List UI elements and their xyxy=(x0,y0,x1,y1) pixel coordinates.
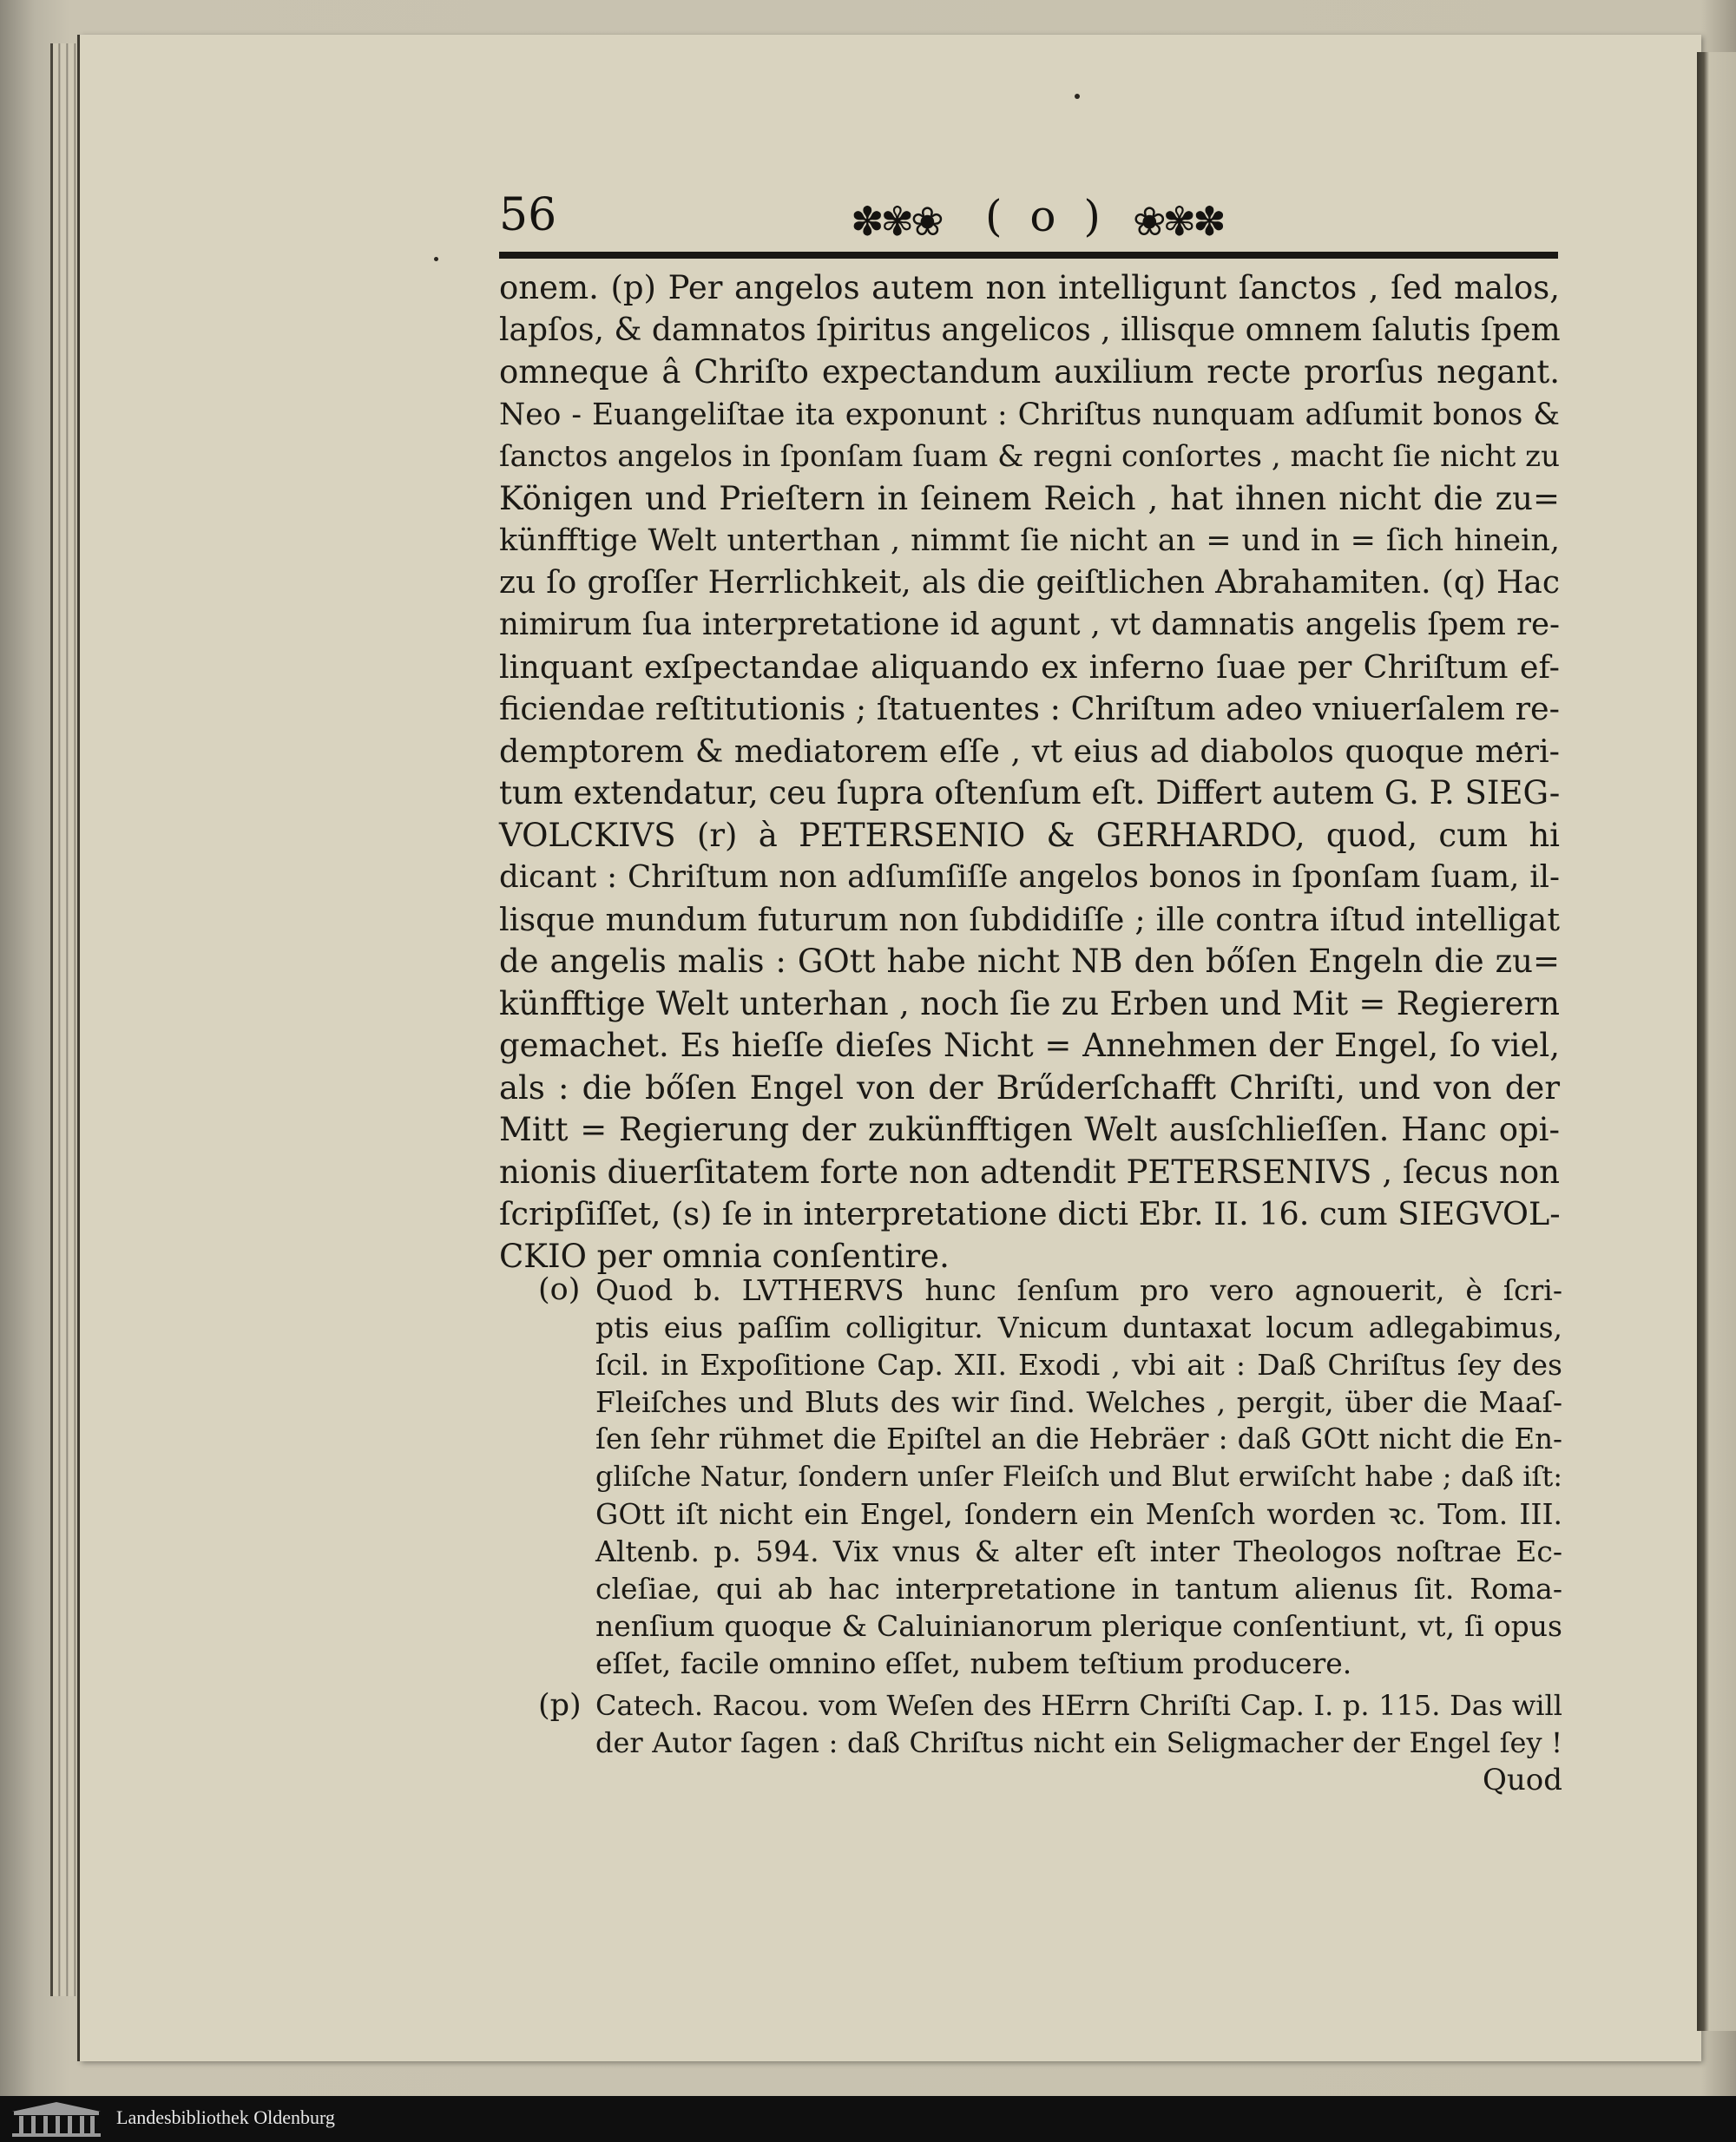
text-line: lapſos, & damnatos ſpiritus angelicos , illisque omnem ſalutis ſpem xyxy=(499,312,1561,348)
ornament-right-icon: ❀✾✽ xyxy=(1133,198,1223,245)
text-line: dicant : Chriſtum non adſumſiſſe angelos bonos in ſponſam ſuam, il- xyxy=(499,859,1560,895)
footnote-line: Altenb. p. 594. Vix vnus & alter eſt inter Theologos noſtrae Ec- xyxy=(595,1534,1562,1568)
text-line: demptorem & mediatorem eſſe , vt eius ad diabolos quoque meri- xyxy=(499,732,1560,770)
footnote-mark: (p) xyxy=(538,1688,582,1723)
signature-mark: ( o ) xyxy=(985,191,1108,241)
text-line: onem. (p) Per angelos autem non intelligunt ſanctos , ſed malos, xyxy=(499,269,1560,306)
footnote-line: der Autor ſagen : daß Chriſtus nicht ein Seligmacher der Engel ſey ! xyxy=(595,1726,1562,1759)
library-footer xyxy=(0,2096,1736,2142)
footnote-line: cleſiae, qui ab hac interpretatione in tantum alienus ſit. Roma- xyxy=(595,1572,1562,1606)
text-line: zu ſo groſſer Herrlichkeit, als die geiſtlichen Abrahamiten. (q) Hac xyxy=(499,564,1560,601)
footnote-o xyxy=(538,1271,1562,1682)
paper-speck xyxy=(434,257,438,261)
footnote-line: ptis eius paſſim colligitur. Vnicum duntaxat locum adlegabimus, xyxy=(595,1311,1562,1344)
footnote-mark: (o) xyxy=(538,1272,581,1307)
library-name: Landesbibliothek Oldenburg xyxy=(116,2106,335,2128)
text-line: nimirum ſua interpretatione id agunt , vt damnatis angelis ſpem re- xyxy=(499,607,1560,642)
text-line: Königen und Prieſtern in ſeinem Reich , hat ihnen nicht die zu= xyxy=(499,479,1560,517)
text-line: ſcripſiſſet, (s) ſe in interpretatione dicti Ebr. II. 16. cum SIEGVOL- xyxy=(499,1195,1561,1232)
footnote-line: gliſche Natur, ſondern unſer Fleiſch und Blut erwiſcht habe ; daß iſt: xyxy=(595,1460,1562,1493)
footnote-line: eſſet, facile omnino eſſet, nubem teſtium producere. xyxy=(595,1646,1352,1680)
text-line: gemachet. Es hieſſe dieſes Nicht = Annehmen der Engel, ſo viel, xyxy=(499,1027,1560,1064)
text-line: VOLCKIVS (r) à PETERSENIO & GERHARDO, quod, cum hi xyxy=(499,816,1560,854)
text-line: künfftige Welt unterthan , nimmt ſie nicht an = und in = ſich hinein, xyxy=(499,523,1560,558)
footnote-line: Quod b. LVTHERVS hunc ſenſum pro vero agnouerit, è ſcri- xyxy=(595,1273,1562,1307)
text-line: Mitt = Regierung der zukünfftigen Welt ausſchlieſſen. Hanc opi- xyxy=(499,1111,1560,1148)
text-line: CKIO per omnia conſentire. xyxy=(499,1237,950,1275)
paper-speck xyxy=(1075,94,1080,99)
ornament-left-icon: ✽✾❀ xyxy=(851,198,941,245)
text-line: linquant exſpectandae aliquando ex inferno ſuae per Chriſtum ef- xyxy=(499,647,1560,686)
text-line: nionis diuerſitatem forte non adtendit PETERSENIVS , ſecus non xyxy=(499,1153,1560,1191)
header-rule xyxy=(499,252,1558,259)
footnote-line: GOtt iſt nicht ein Engel, ſondern ein Menſch worden ꝛc. Tom. III. xyxy=(595,1497,1562,1531)
text-line: tum extendatur, ceu ſupra oſtenſum eſt. Differt autem G. P. SIEG- xyxy=(499,774,1561,811)
text-line: künfftige Welt unterhan , noch ſie zu Erben und Mit = Regierern xyxy=(499,984,1560,1022)
text-line: de angelis malis : GOtt habe nicht NB den bőſen Engeln die zu= xyxy=(499,943,1560,980)
catchword: Quod xyxy=(1482,1763,1562,1797)
footnote-line: ſcil. in Expoſitione Cap. XII. Exodi , vbi ait : Daß Chriſtus ſey des xyxy=(595,1348,1562,1382)
text-line: ficiendae reſtitutionis ; ſtatuentes : Chriſtum adeo vniuerſalem re- xyxy=(499,690,1560,727)
text-line: Neo - Euangeliſtae ita exponunt : Chriſtus nunquam adſumit bonos & xyxy=(499,397,1560,432)
footnote-line: nenſium quoque & Caluinianorum plerique conſentiunt, vt, ſi opus xyxy=(595,1609,1562,1643)
page-number: 56 xyxy=(499,189,557,241)
footnote-line: Catech. Racou. vom Weſen des HErrn Chriſti Cap. I. p. 115. Das will xyxy=(595,1689,1562,1722)
text-line: lisque mundum futurum non ſubdidiſſe ; ille contra iſtud intelligat xyxy=(499,900,1560,938)
book-gutter xyxy=(1697,52,1736,2031)
footnote-line: Fleiſches und Bluts des wir ſind. Welches , pergit, über die Maaſ- xyxy=(595,1385,1562,1419)
main-text xyxy=(499,267,1560,1278)
footnotes xyxy=(538,1271,1562,1804)
library-building-icon xyxy=(9,2099,104,2138)
running-header xyxy=(499,182,1558,260)
text-line: ſanctos angelos in ſponſam ſuam & regni conſortes , macht ſie nicht zu xyxy=(499,439,1560,474)
text-line: als : die bőſen Engel von der Brűderſchafft Chriſti, und von der xyxy=(499,1068,1560,1107)
footnote-p xyxy=(538,1687,1562,1799)
footnote-line: ſen ſehr rühmet die Epiſtel an die Hebräer : daß GOtt nicht die En- xyxy=(595,1423,1562,1455)
text-line: omneque â Chriſto expectandum auxilium recte prorſus negant. xyxy=(499,353,1560,391)
